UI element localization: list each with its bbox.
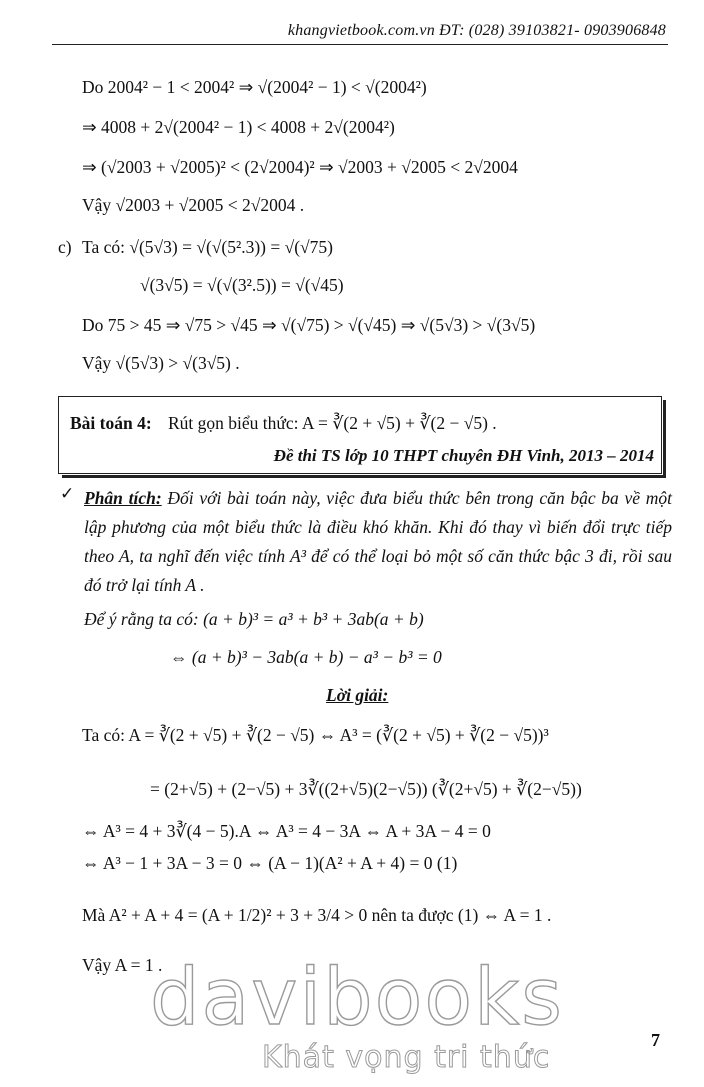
problem-text: Rút gọn biểu thức: A = ∛(2 + √5) + ∛(2 − √5) . (168, 413, 497, 433)
part-b-conclusion: Vậy √2003 + √2005 < 2√2004 . (82, 195, 305, 215)
analysis-text: Đối với bài toán này, việc đưa biểu thức bên trong căn bậc ba về một lập phương của một biểu thức là điều khó khăn. Khi đó thay vì biến đổi trực tiếp theo A, ta nghĩ đến việc tính A³ để có thể loại bỏ một số căn thức bậc 3 đi, rồi sau đó trở lại tính A . (84, 488, 672, 595)
solution-line-2: = (2+√5) + (2−√5) + 3∛((2+√5)(2−√5)) (∛(2+√5) + ∛(2−√5)) (150, 779, 582, 799)
check-icon: ✓ (60, 484, 75, 504)
watermark-logo: davibooks (150, 953, 564, 1043)
solution-title: Lời giải: (326, 685, 389, 705)
analysis-label: Phân tích: (84, 488, 162, 508)
page-number: 7 (651, 1030, 660, 1050)
part-c-line-3: Do 75 > 45 ⇒ √75 > √45 ⇒ √(√75) > √(√45) ⇒ √(5√3) > √(3√5) (82, 315, 536, 335)
part-c-line-2: √(3√5) = √(√(3².5)) = √(√45) (140, 275, 344, 295)
analysis-note-2: ⇔ (a + b)³ − 3ab(a + b) − a³ − b³ = 0 (170, 647, 442, 667)
part-b-line-3: ⇒ (√2003 + √2005)² < (2√2004)² ⇒ √2003 + √2005 < 2√2004 (82, 157, 518, 177)
solution-conclusion: Vậy A = 1 . (82, 955, 163, 975)
analysis-note-1: Để ý rằng ta có: (a + b)³ = a³ + b³ + 3ab(a + b) (84, 609, 424, 629)
header-rule (52, 44, 668, 45)
problem-label: Bài toán 4: (70, 413, 152, 433)
watermark-slogan: Khát vọng tri thức (262, 1040, 551, 1075)
solution-line-1: Ta có: A = ∛(2 + √5) + ∛(2 − √5) ⇔ A³ = (∛(2 + √5) + ∛(2 − √5))³ (82, 725, 549, 745)
header-text: khangvietbook.com.vn ĐT: (028) 39103821- 0903906848 (287, 22, 666, 39)
analysis-paragraph (84, 484, 672, 600)
part-c-label: c) (58, 237, 72, 257)
solution-line-4: ⇔ A³ − 1 + 3A − 3 = 0 ⇔ (A − 1)(A² + A + 4) = 0 (1) (82, 853, 458, 873)
part-b-line-1: Do 2004² − 1 < 2004² ⇒ √(2004² − 1) < √(2004²) (82, 77, 427, 97)
solution-line-3: ⇔ A³ = 4 + 3∛(4 − 5).A ⇔ A³ = 4 − 3A ⇔ A + 3A − 4 = 0 (82, 821, 491, 841)
part-c-conclusion: Vậy √(5√3) > √(3√5) . (82, 353, 240, 373)
solution-line-5: Mà A² + A + 4 = (A + 1/2)² + 3 + 3/4 > 0 nên ta được (1) ⇔ A = 1 . (82, 905, 552, 925)
part-c-line-1: Ta có: √(5√3) = √(√(5².3)) = √(√75) (82, 237, 333, 257)
part-b-line-2: ⇒ 4008 + 2√(2004² − 1) < 4008 + 2√(2004²) (82, 117, 395, 137)
problem-source: Đề thi TS lớp 10 THPT chuyên ĐH Vinh, 2013 – 2014 (273, 446, 654, 465)
